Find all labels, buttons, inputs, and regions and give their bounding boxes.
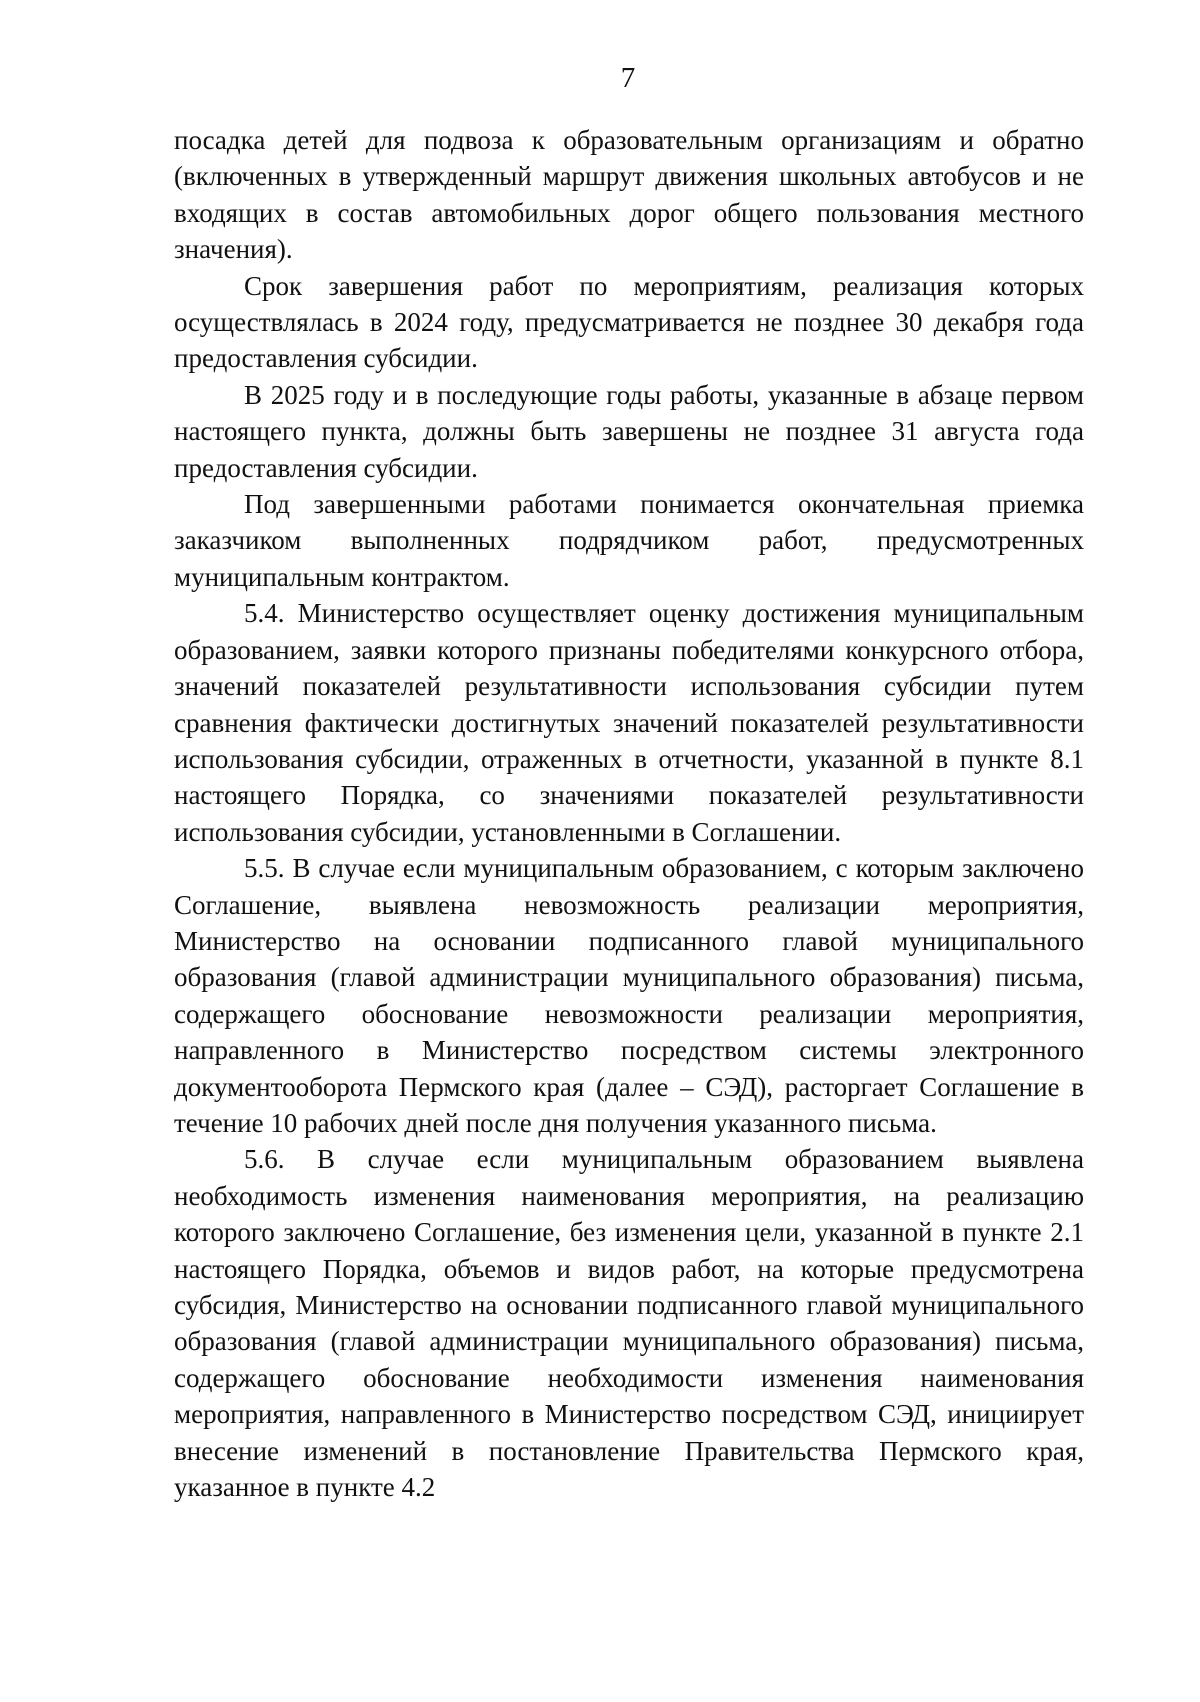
- paragraph-clause-5-6: 5.6. В случае если муниципальным образованием выявлена необходимость изменения наименования мероприятия, на реализацию которого заключено Соглашение, без изменения цели, указанной в пункте 2.1 настоящего Порядка, объемов и видов работ, на которые предусмотрена субсидия, Министерство на основании подписанного главой муниципального образования (главой администрации муниципального образования) письма, содержащего обоснование необходимости изменения наименования мероприятия, направленного в Министерство посредством СЭД, инициирует внесение изменений в постановление Правительства Пермского края, указанное в пункте 4.2: [174, 1144, 1084, 1503]
- paragraph-completion-deadline-2024: Срок завершения работ по мероприятиям, реализация которых осуществлялась в 2024 году, предусматривается не позднее 30 декабря года предоставления субсидии.: [174, 270, 1084, 374]
- document-body: [174, 122, 1084, 1505]
- paragraph-clause-5-5: 5.5. В случае если муниципальным образованием, с которым заключено Соглашение, выявлена невозможность реализации мероприятия, Министерство на основании подписанного главой муниципального образования (главой администрации муниципального образования) письма, содержащего обоснование невозможности реализации мероприятия, направленного в Министерство посредством системы электронного документооборота Пермского края (далее – СЭД), расторгает Соглашение в течение 10 рабочих дней после дня получения указанного письма.: [174, 853, 1084, 1138]
- paragraph-completion-deadline-2025: В 2025 году и в последующие годы работы, указанные в абзаце первом настоящего пункта, должны быть завершены не позднее 31 августа года предоставления субсидии.: [174, 379, 1084, 483]
- page-number: 7: [620, 62, 636, 94]
- paragraph-completed-works-definition: Под завершенными работами понимается окончательная приемка заказчиком выполненных подрядчиком работ, предусмотренных муниципальным контрактом.: [174, 489, 1084, 592]
- paragraph-clause-5-4: 5.4. Министерство осуществляет оценку достижения муниципальным образованием, заявки которого признаны победителями конкурсного отбора, значений показателей результативности использования субсидии путем сравнения фактически достигнутых значений показателей результативности использования субсидии, отраженных в отчетности, указанной в пункте 8.1 настоящего Порядка, со значениями показателей результативности использования субсидии, установленными в Соглашении.: [174, 598, 1084, 847]
- paragraph-school-bus-stops: посадка детей для подвоза к образовательным организациям и обратно (включенных в утвержденный маршрут движения школьных автобусов и не входящих в состав автомобильных дорог общего пользования местного значения).: [174, 125, 1084, 265]
